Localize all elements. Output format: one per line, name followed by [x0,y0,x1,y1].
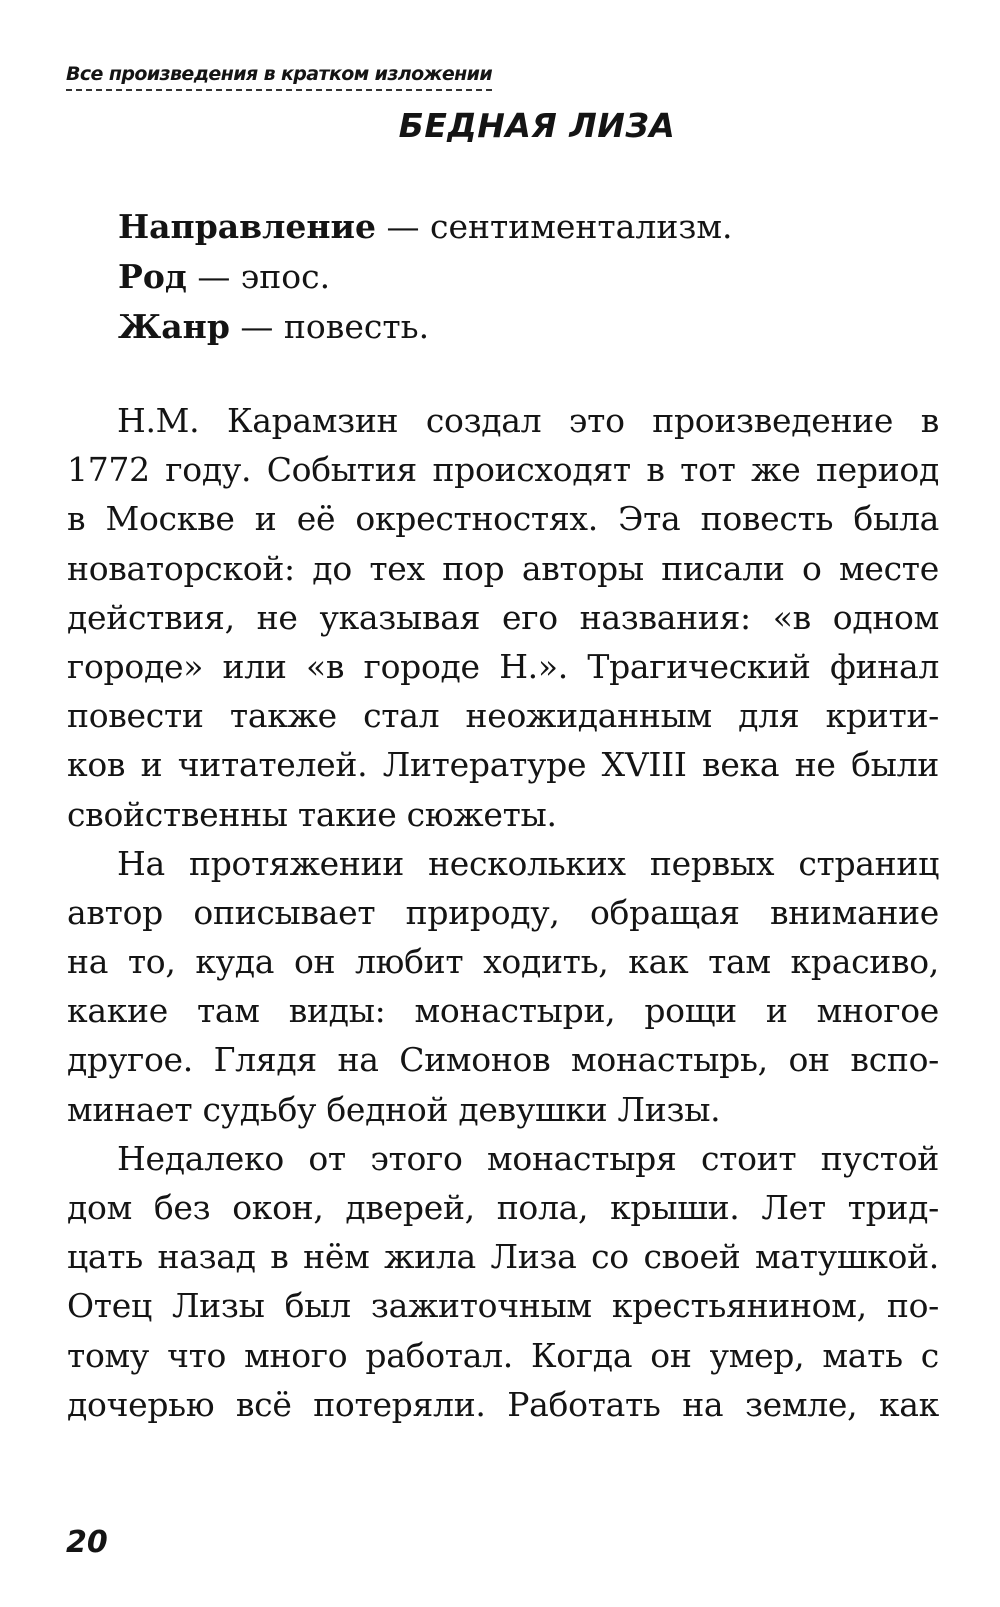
attribute-label: Род [118,257,187,296]
page-number: 20 [66,1525,108,1560]
chapter-title: БЕДНАЯ ЛИЗА [398,106,676,145]
attribute-label: Направление [118,207,376,246]
text-line: дочерью всё потеряли. Работать на земле, как [67,1384,939,1424]
text-line: минает судьбу бедной девушки Лизы. [67,1089,721,1129]
text-line: Н.М. Карамзин создал это произведение в [117,401,939,440]
text-line: в Москве и её окрестностях. Эта повесть была [67,499,939,539]
attribute-value: — повесть. [229,307,430,346]
text-line: цать назад в нём жила Лиза со своей матушкой. [67,1237,939,1277]
text-line: 1772 году. События происходят в тот же период [67,450,939,490]
text-line: автор описывает природу, обращая внимание [67,892,939,932]
text-line: другое. Глядя на Симонов монастырь, он вспо- [67,1040,939,1080]
text-line: повести также стал неожиданным для крити- [67,696,939,736]
text-line: новаторской: до тех пор авторы писали о месте [67,548,939,588]
text-line: дом без окон, дверей, пола, крыши. Лет трид- [67,1188,939,1227]
text-line: какие там виды: монастыри, рощи и многое [67,991,939,1031]
text-line: На протяжении нескольких первых страниц [117,843,939,883]
text-line: на то, куда он любит ходить, как там красиво, [67,942,939,982]
text-line: Недалеко от этого монастыря стоит пустой [117,1138,939,1178]
text-line: Отец Лизы был зажиточным крестьянином, по- [67,1286,939,1326]
attribute-value: — эпос. [186,257,331,296]
attribute-genre [118,302,732,352]
text-line: ков и читателей. Литературе XVIII века не были [67,745,939,785]
work-attributes [118,202,732,352]
text-line: тому что много работал. Когда он умер, мать с [67,1335,939,1375]
text-line: городе» или «в городе Н.». Трагический финал [67,646,939,686]
text-line: действия, не указывая его названия: «в одном [67,597,939,637]
attribute-kind [118,252,732,302]
attribute-direction [118,202,732,252]
body-text [67,396,939,1429]
attribute-label: Жанр [118,307,230,346]
running-head: Все произведения в кратком изложении [66,62,492,91]
text-line: свойственны такие сюжеты. [67,794,557,834]
attribute-value: — сентиментализм. [376,207,733,246]
